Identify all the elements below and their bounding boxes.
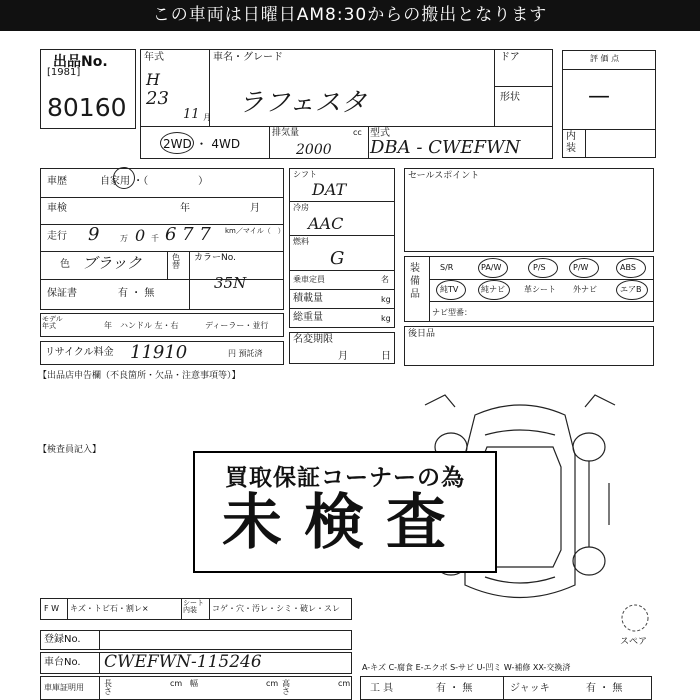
inspector-label: 【検査員記入】 [38,445,102,455]
capacity-label: 乗車定員 [293,275,325,284]
ac-label: 冷房 [293,203,309,212]
door-label: ドア [500,52,520,63]
ac-value: AAC [308,214,344,233]
model-label: 車名・グレード [213,52,283,63]
wheel-rr [573,547,605,575]
weight-unit: kg [381,314,391,323]
circle-abs [616,258,646,278]
fuel-value: G [330,248,345,269]
shift-label: シフト [293,170,317,179]
arrival-label: 後日品 [408,329,436,339]
fuel-label: 燃料 [293,237,309,246]
inspection-year: 年 [180,203,190,214]
color-code-label: カラーNo. [194,253,236,263]
weight-label: 総重量 [293,312,323,323]
color-label: 色 [60,259,70,270]
wheel-fr [573,433,605,461]
model-year-label: モデル年式 [42,315,63,330]
cert-length-unit: cm [170,679,183,688]
equipment-label: 装備品 [410,263,420,300]
mileage-digit-3: 6 7 7 [165,224,211,245]
sales-point-label: セールスポイント [408,171,480,181]
equip-leather: 革シート [524,285,556,294]
color-change-label: 色替 [172,253,180,270]
color-code: 35N [214,274,247,292]
inspection-month: 月 [250,203,260,214]
equip-navi: 純ナビ [481,285,505,294]
type-value: DBA - CWEFWN [370,137,521,158]
shift-value: DAT [312,180,347,199]
inspection-label: 車検 [47,203,67,214]
legend-fw: F W [44,604,60,613]
interior-label: 内 装 [566,131,576,154]
year-label: 年式 [144,52,164,63]
stamp-subtitle: 買取保証コーナーの為 [225,465,465,491]
recycle-label: リサイクル料金 [45,347,114,358]
equip-tv: 純TV [440,285,459,294]
registration-label: 登録No. [44,634,81,645]
name-change-month: 月 [338,351,348,362]
history-circle [113,167,135,189]
equip-ps: P/S [533,263,546,272]
lot-number: 80160 [47,93,127,122]
equip-pw: P/W [573,263,589,272]
history-label: 車歴 [47,176,67,187]
model-year-handle: ハンドル 左・右 [120,321,179,330]
tools-label: 工 具 [370,683,394,694]
cert-width: 幅 [190,679,198,688]
circle-ps [528,258,558,278]
load-unit: kg [381,295,391,304]
warranty-label: 保証書 [47,288,77,299]
displacement-label: 排気量 [272,128,300,138]
registration-box [40,630,352,650]
arrival-box [404,326,654,366]
mileage-digit-1: 9 [88,224,100,245]
mileage-label: 走行 [47,231,67,242]
mileage-digit-2: 0 [135,226,146,245]
legend-fw-text: キズ・トビ石・割レ× [70,604,149,613]
equip-ext-navi: 外ナビ [573,285,597,294]
score-value: — [588,84,610,109]
legend-seat: シート内装 [183,599,204,614]
drive-circle [160,132,194,154]
mileage-unit: km／マイル（ ） [225,227,285,235]
navi-model-label: ナビ型番： [432,308,472,317]
equip-sr: S/R [440,263,454,272]
cert-height-unit: cm [338,679,351,688]
cert-length: 長さ [104,679,112,696]
shape-label: 形状 [500,92,520,103]
mileage-unit-man: 万 [120,234,128,243]
lot-label: 出品No. [53,54,108,70]
month-unit: 月 [203,113,211,122]
car-windshield [485,430,555,435]
spare-label: スペア [620,637,648,647]
circle-paw [478,258,508,278]
spare-tire-icon [620,602,650,634]
mileage-unit-sen: 千 [151,234,159,243]
cert-height: 高さ [282,679,290,696]
displacement-value: 2000 [296,142,332,158]
header-banner: この車両は日曜日AM8:30からの搬出となります [0,0,700,31]
circle-airbag [616,280,648,300]
car-rear-window [485,577,555,583]
year-value: 23 [146,88,169,109]
equip-abs: ABS [620,263,636,272]
model-name: ラフェスタ [238,88,367,118]
year-month: 11 [183,107,200,122]
dealer-note-label: 【出品店申告欄（不良箇所・欠品・注意事項等）】 [38,371,241,381]
tools-value: 有 ・ 無 [436,683,473,694]
recycle-value: 11910 [130,342,188,363]
drive-options: 2WD ・ 4WD [163,137,241,151]
chassis-value: CWEFWN-115246 [104,652,262,672]
stamp-main-text: 未検査 [222,488,468,558]
certificate-label: 車庫証明用 [44,683,84,692]
name-change-day: 日 [381,351,391,362]
warranty-value: 有 ・ 無 [118,288,155,299]
circle-pw [569,258,599,278]
jack-label: ジャッキ [510,683,550,694]
score-label: 評 価 点 [590,54,620,63]
not-inspected-stamp [193,451,497,573]
recycle-suffix: 円 預託済 [228,349,263,358]
color-value: ブラック [82,254,142,272]
equip-airbag: エアB [620,285,642,294]
legend-seat-text: コゲ・穴・汚レ・シミ・破レ・スレ [212,604,340,613]
year-era: H [146,70,160,89]
model-year-year: 年 [104,321,112,330]
capacity-unit: 名 [381,275,389,284]
chassis-label: 車台No. [44,657,81,668]
circle-navi [478,280,510,300]
circle-tv [436,280,466,300]
equip-paw: PA/W [481,263,502,272]
name-change-label: 名変期限 [293,334,333,345]
type-label: 型式 [370,128,390,139]
lot-code: [1981] [47,67,81,78]
displacement-unit: cc [353,128,362,137]
lot-box [40,49,136,129]
history-value: 自家用 ・（ ） [100,176,209,187]
cert-width-unit: cm [266,679,279,688]
load-label: 積載量 [293,293,323,304]
codes-legend: A-キズ C-腐食 E-エクボ S-サビ U-凹ミ W-補修 XX-交換済 [362,663,571,672]
jack-value: 有 ・ 無 [586,683,623,694]
model-year-dealer: ディーラー・並行 [205,321,269,330]
